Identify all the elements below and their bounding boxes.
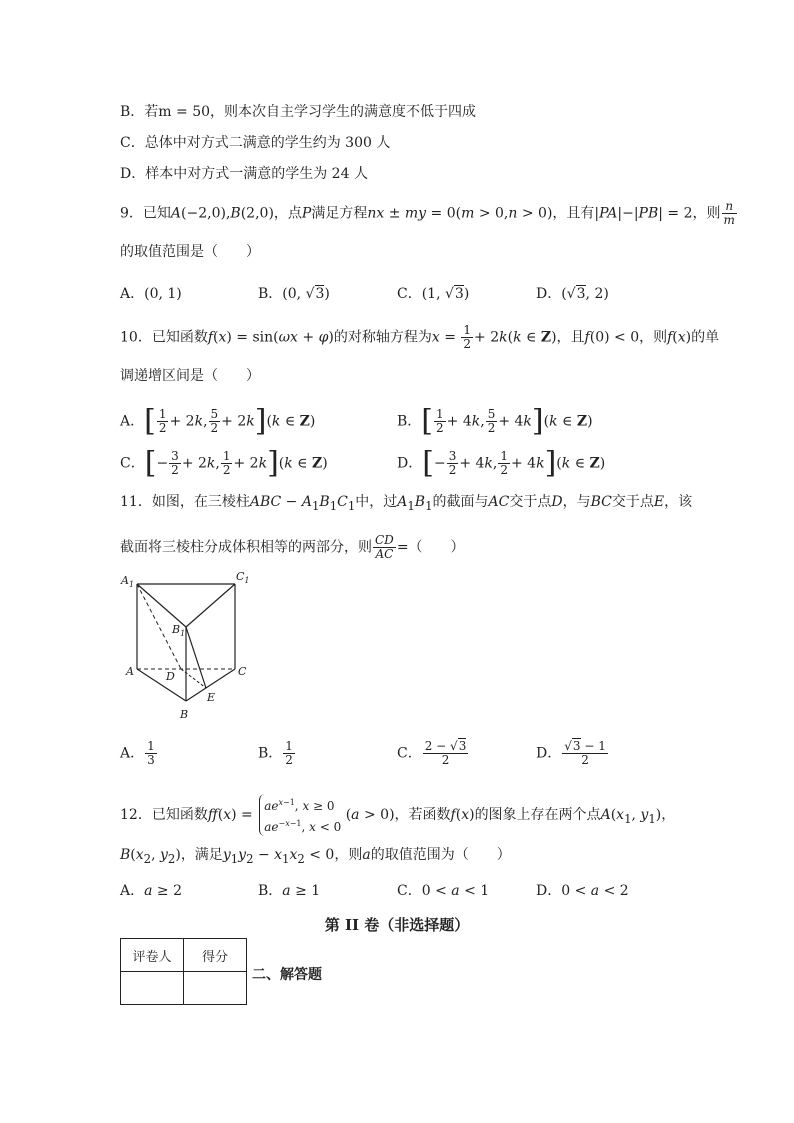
- grader-cell[interactable]: [121, 972, 184, 1005]
- q8-option-b: B．若m = 50，则本次自主学习学生的满意度不低于四成: [120, 104, 477, 120]
- label-a: A: [126, 665, 134, 678]
- prism-figure: [118, 568, 258, 724]
- q9-stem-line2: 的取值范围是（ ）: [120, 244, 260, 260]
- q9-option-c: C．(1, √3): [397, 286, 470, 302]
- q10-stem-line2: 调递增区间是（ ）: [120, 368, 260, 384]
- q12-option-a: A．a ≥ 2: [120, 883, 183, 899]
- q10-option-c: C．[− $\frac{3}{2}$ + 2k, $\frac{1}{2}$ + 2k](k ∈ Z): [120, 445, 328, 481]
- q9-option-b: B．(0, √3): [258, 286, 330, 302]
- q8-option-c: C．总体中对方式二满意的学生约为 300 人: [120, 135, 391, 151]
- q9-option-d: D．(√3, 2): [536, 286, 609, 302]
- q11-stem-line2: 截面将三棱柱分成体积相等的两部分，则 $\frac{CD}{AC}$ =（ ）: [120, 533, 465, 561]
- label-a1: $A_1$: [121, 574, 135, 589]
- q11-option-b: B． $\frac{1}{2}$: [258, 739, 293, 767]
- label-c1: $C_1$: [236, 570, 250, 585]
- q10-option-d: D．[− $\frac{3}{2}$ + 4k, $\frac{1}{2}$ + 4k](k ∈ Z): [397, 445, 606, 481]
- q11-option-d: D． $\frac{√3 - 1}{2}$: [536, 739, 606, 767]
- score-cell[interactable]: [184, 972, 247, 1005]
- q12-stem-line2: $B(x_2$, $y_2$)，满足$y_1y_2 - x_1x_2 < 0$，则a的取值范围为（ ）: [120, 847, 511, 866]
- label-e: E: [207, 691, 216, 704]
- q12-stem: 12．已知函数ff(x) = $ae^{x-1}$, x ≥ 0 $ae^{-x-1}$, x < 0 (a > 0)，若函数f(x)的图象上存在两个点$A(x_1$, $y_1$)，: [120, 794, 675, 836]
- label-b: B: [180, 708, 189, 721]
- grader-header: 评卷人: [121, 939, 184, 972]
- label-d: D: [166, 670, 175, 683]
- score-header: 得分: [184, 939, 247, 972]
- q11-stem: 11．如图，在三棱柱ABC − $A_1B_1C_1$中，过$A_1B_1$的截面与AC交于点D，与BC交于点E，该: [120, 494, 693, 513]
- q10-option-a: A．[ $\frac{1}{2}$ + 2k, $\frac{5}{2}$ + 2k](k ∈ Z): [120, 403, 316, 439]
- q9-option-a: A．(0, 1): [120, 286, 182, 302]
- q8-option-d: D．样本中对方式一满意的学生为 24 人: [120, 166, 368, 182]
- section-heading: 二、解答题: [252, 967, 322, 983]
- q12-option-b: B．a ≥ 1: [258, 883, 321, 899]
- q11-option-a: A． $\frac{1}{3}$: [120, 739, 155, 767]
- q12-option-c: C．0 < a < 1: [397, 883, 490, 899]
- q11-option-c: C． $\frac{2 - √3}{2}$: [397, 739, 467, 767]
- q10-option-b: B．[ $\frac{1}{2}$ + 4k, $\frac{5}{2}$ + 4k](k ∈ Z): [397, 403, 593, 439]
- q10-stem: 10．已知函数f(x) = sin(ωx + φ)的对称轴方程为x = $\frac{1}{2}$ + 2k(k ∈ Z)，且f(0) < 0，则f(x)的单: [120, 323, 720, 351]
- score-table: [120, 938, 247, 1005]
- label-b1: $B_1$: [172, 623, 186, 638]
- label-c: C: [238, 665, 247, 678]
- q12-option-d: D．0 < a < 2: [536, 883, 629, 899]
- part-ii-title: 第 II 卷（非选择题）: [324, 916, 470, 934]
- q9-stem: 9．已知A(−2,0),B(2,0)，点P满足方程nx ± my = 0(m > 0,n > 0)，且有|PA|−|PB| = 2，则 $\frac{n}{m}$: [120, 199, 735, 227]
